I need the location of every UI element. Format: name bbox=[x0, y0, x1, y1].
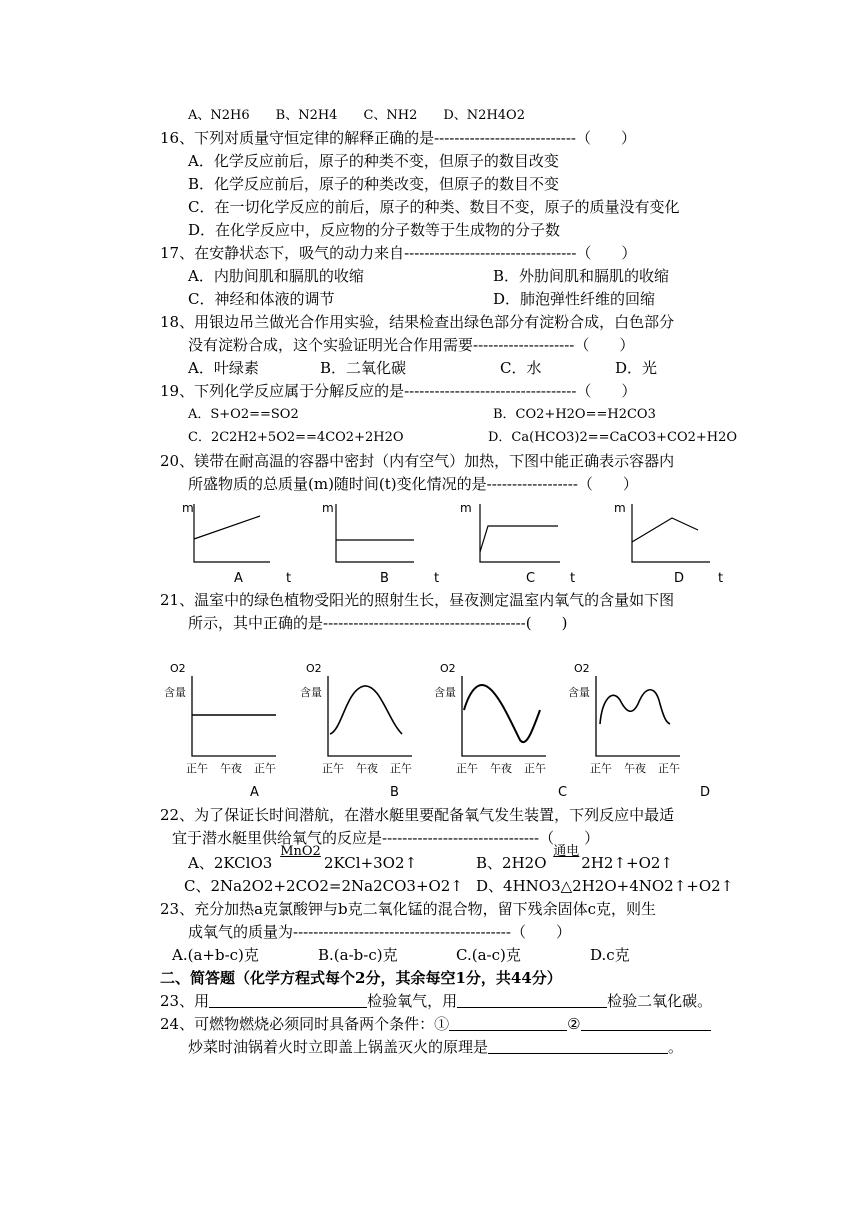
q21-axes bbox=[192, 676, 276, 756]
q22-option-d bbox=[476, 876, 733, 896]
q20-curve-a bbox=[194, 516, 260, 539]
q17-option-b: B．外肋间肌和膈肌的收缩 bbox=[493, 267, 670, 285]
q23-option-a: A.(a+b-c)克 bbox=[172, 946, 259, 964]
q23-stem-line1: 23、充分加热a克氯酸钾与b克二氧化锰的混合物，留下残余固体c克，则生 bbox=[160, 900, 657, 918]
q20-curve-d bbox=[632, 518, 698, 542]
q20-label-d: D bbox=[674, 571, 685, 586]
q21-curve-b bbox=[330, 686, 402, 734]
q20-axis-m: m bbox=[182, 501, 194, 515]
q18-option-d: D．光 bbox=[615, 359, 658, 377]
q16-stem: 16、下列对质量守恒定律的解释正确的是----------------------------（ ） bbox=[160, 129, 637, 147]
q22-a-condition bbox=[277, 844, 324, 873]
q23-option-d: D.c克 bbox=[590, 946, 630, 964]
q20-graphs bbox=[170, 496, 750, 588]
s2-q24-period: 。 bbox=[668, 1038, 684, 1056]
q20-stem-line2: 所盛物质的总质量(m)随时间(t)变化情况的是------------------（ ） bbox=[188, 475, 638, 493]
q20-graph-c bbox=[460, 501, 575, 586]
q22-b-electrolysis: 通电 bbox=[553, 844, 580, 859]
q20-curve-c bbox=[480, 526, 558, 552]
s2-q23-text-2: 检验氧气，用 bbox=[367, 992, 458, 1010]
q21-tick-noon: 正午 bbox=[254, 762, 276, 775]
s2-q24-text-3: 炒菜时油锅着火时立即盖上锅盖灭火的原理是 bbox=[188, 1038, 489, 1056]
q21-graphs bbox=[160, 660, 740, 802]
q20-label-c: C bbox=[526, 571, 536, 586]
q21-graph-b bbox=[300, 662, 412, 800]
q22-d-heat: △ bbox=[560, 877, 573, 895]
q22-stem-line2: 宜于潜水艇里供给氧气的反应是-------------------------------（ ） bbox=[172, 829, 600, 847]
section2-heading: 二、简答题（化学方程式每个2分，其余每空1分，共44分） bbox=[160, 969, 562, 987]
s2-q24-blank-3[interactable] bbox=[488, 1038, 668, 1054]
q18-option-a: A．叶绿素 bbox=[188, 359, 259, 377]
q21-axis-content: 含量 bbox=[434, 686, 456, 699]
s2-q23-blank-co2[interactable] bbox=[457, 992, 607, 1008]
s2-q23-text-3: 检验二氧化碳。 bbox=[607, 992, 713, 1010]
q21-label-d: D bbox=[700, 785, 711, 800]
q23-option-c: C.(a-c)克 bbox=[456, 946, 521, 964]
q17-option-a: A．内肋间肌和膈肌的收缩 bbox=[188, 267, 364, 285]
q22-option-b bbox=[476, 844, 673, 873]
q21-tick-midnight: 午夜 bbox=[220, 762, 242, 775]
q22-option-c: C、2Na2O2+2CO2=2Na2CO3+O2↑ bbox=[184, 877, 463, 895]
q20-axis-m: m bbox=[460, 501, 472, 515]
q22-d-product: 2H2O+4NO2↑+O2↑ bbox=[572, 877, 734, 895]
q17-option-d: D．肺泡弹性纤维的回缩 bbox=[493, 290, 656, 308]
q20-axes bbox=[194, 504, 270, 562]
q21-tick-midnight: 午夜 bbox=[490, 762, 512, 775]
q16-option-d: D．在化学反应中，反应物的分子数等于生成物的分子数 bbox=[188, 221, 561, 239]
q21-label-b: B bbox=[390, 785, 399, 800]
q20-axis-m: m bbox=[322, 501, 334, 515]
q17-stem: 17、在安静状态下，吸气的动力来自----------------------------------（ ） bbox=[160, 244, 637, 262]
q21-tick-midnight: 午夜 bbox=[624, 762, 646, 775]
q22-b-product: 2H2↑+O2↑ bbox=[581, 854, 673, 872]
q21-tick-noon: 正午 bbox=[456, 762, 478, 775]
q21-label-c: C bbox=[558, 785, 568, 800]
s2-q24-line1 bbox=[160, 1014, 711, 1034]
s2-q24-blank-1[interactable] bbox=[449, 1015, 567, 1031]
q22-a-reactant: A、2KClO3 bbox=[188, 854, 278, 872]
q18-stem-line2: 没有淀粉合成，这个实验证明光合作用需要--------------------（ ） bbox=[188, 336, 635, 354]
q16-option-a: A．化学反应前后，原子的种类不变，但原子的数目改变 bbox=[188, 152, 559, 170]
q22-b-reactant: B、2H2O bbox=[476, 854, 552, 872]
q21-axis-content: 含量 bbox=[300, 686, 322, 699]
q21-label-a: A bbox=[250, 785, 259, 800]
s2-q23-blank-oxygen[interactable] bbox=[209, 992, 367, 1008]
q20-axes bbox=[480, 504, 560, 562]
q21-tick-noon: 正午 bbox=[524, 762, 546, 775]
q19-option-d: D．Ca(HCO3)2==CaCO3+CO2+H2O bbox=[488, 430, 738, 445]
q21-tick-midnight: 午夜 bbox=[356, 762, 378, 775]
q16-option-c: C．在一切化学反应的前后，原子的种类、数目不变，原子的质量没有变化 bbox=[188, 198, 680, 216]
q23-option-b: B.(a-b-c)克 bbox=[318, 946, 398, 964]
q22-a-catalyst: MnO2 bbox=[280, 844, 321, 859]
q20-label-b: B bbox=[380, 571, 389, 586]
q21-graph-a bbox=[164, 662, 276, 800]
q19-option-b: B．CO2+H2O==H2CO3 bbox=[493, 407, 656, 422]
q20-stem-line1: 20、镁带在耐高温的容器中密封（内有空气）加热，下图中能正确表示容器内 bbox=[160, 452, 675, 470]
q21-curve-d bbox=[600, 690, 670, 724]
q21-tick-noon: 正午 bbox=[658, 762, 680, 775]
q20-graph-a bbox=[182, 501, 291, 586]
q20-axis-t: t bbox=[286, 571, 292, 586]
s2-q23-text-1: 23、用 bbox=[160, 992, 210, 1010]
q16-option-b: B．化学反应前后，原子的种类改变，但原子的数目不变 bbox=[188, 175, 560, 193]
q21-axis-content: 含量 bbox=[568, 686, 590, 699]
q21-graph-d bbox=[568, 662, 710, 800]
q21-tick-noon: 正午 bbox=[322, 762, 344, 775]
q21-stem-line2: 所示，其中正确的是----------------------------------------( ) bbox=[188, 614, 568, 632]
s2-q24-text-2: ② bbox=[567, 1015, 581, 1033]
q19-stem: 19、下列化学反应属于分解反应的是----------------------------------（ ） bbox=[160, 382, 637, 400]
q17-option-c: C．神经和体液的调节 bbox=[188, 290, 335, 308]
s2-q24-line2 bbox=[188, 1037, 683, 1057]
s2-q24-text-1: 24、可燃物燃烧必须同时具备两个条件：① bbox=[160, 1015, 450, 1033]
q22-b-condition bbox=[551, 844, 581, 873]
q21-curve-c bbox=[464, 685, 540, 742]
q20-axis-t: t bbox=[718, 571, 724, 586]
q22-a-product: 2KCl+3O2↑ bbox=[323, 854, 418, 872]
q20-axis-t: t bbox=[570, 571, 576, 586]
q23-stem-line2: 成氧气的质量为-------------------------------------------（ ） bbox=[188, 923, 571, 941]
q19-option-a: A．S+O2==SO2 bbox=[188, 407, 299, 422]
q21-axis-o2: O2 bbox=[440, 662, 456, 675]
q20-graph-d bbox=[614, 501, 723, 586]
q21-tick-noon: 正午 bbox=[590, 762, 612, 775]
q19-option-c: C．2C2H2+5O2==4CO2+2H2O bbox=[188, 430, 404, 445]
q20-graph-b bbox=[322, 501, 439, 586]
q20-label-a: A bbox=[234, 571, 243, 586]
q20-axis-t: t bbox=[434, 571, 440, 586]
q22-d-reactant: D、4HNO3 bbox=[476, 877, 561, 895]
q21-axis-content: 含量 bbox=[164, 686, 186, 699]
q21-axes bbox=[596, 676, 680, 756]
q20-axes bbox=[336, 504, 414, 562]
q21-tick-noon: 正午 bbox=[186, 762, 208, 775]
q18-option-b: B．二氧化碳 bbox=[320, 359, 407, 377]
q20-axes bbox=[632, 504, 710, 562]
q21-graph-c bbox=[434, 662, 567, 800]
q21-axis-o2: O2 bbox=[170, 662, 186, 675]
q18-option-c: C．水 bbox=[500, 359, 542, 377]
q18-stem-line1: 18、用银边吊兰做光合作用实验，结果检查出绿色部分有淀粉合成，白色部分 bbox=[160, 313, 675, 331]
q21-axis-o2: O2 bbox=[306, 662, 322, 675]
s2-q24-blank-2[interactable] bbox=[581, 1015, 711, 1031]
s2-q23 bbox=[160, 991, 712, 1011]
q22-option-a bbox=[188, 844, 418, 873]
q22-stem-line1: 22、为了保证长时间潜航，在潜水艇里要配备氧气发生装置，下列反应中最适 bbox=[160, 806, 675, 824]
q21-axis-o2: O2 bbox=[574, 662, 590, 675]
q20-axis-m: m bbox=[614, 501, 626, 515]
q21-tick-noon: 正午 bbox=[390, 762, 412, 775]
q21-stem-line1: 21、温室中的绿色植物受阳光的照射生长，昼夜测定温室内氧气的含量如下图 bbox=[160, 591, 675, 609]
q15-options: A、N2H6 B、N2H4 C、NH2 D、N2H4O2 bbox=[188, 108, 525, 123]
